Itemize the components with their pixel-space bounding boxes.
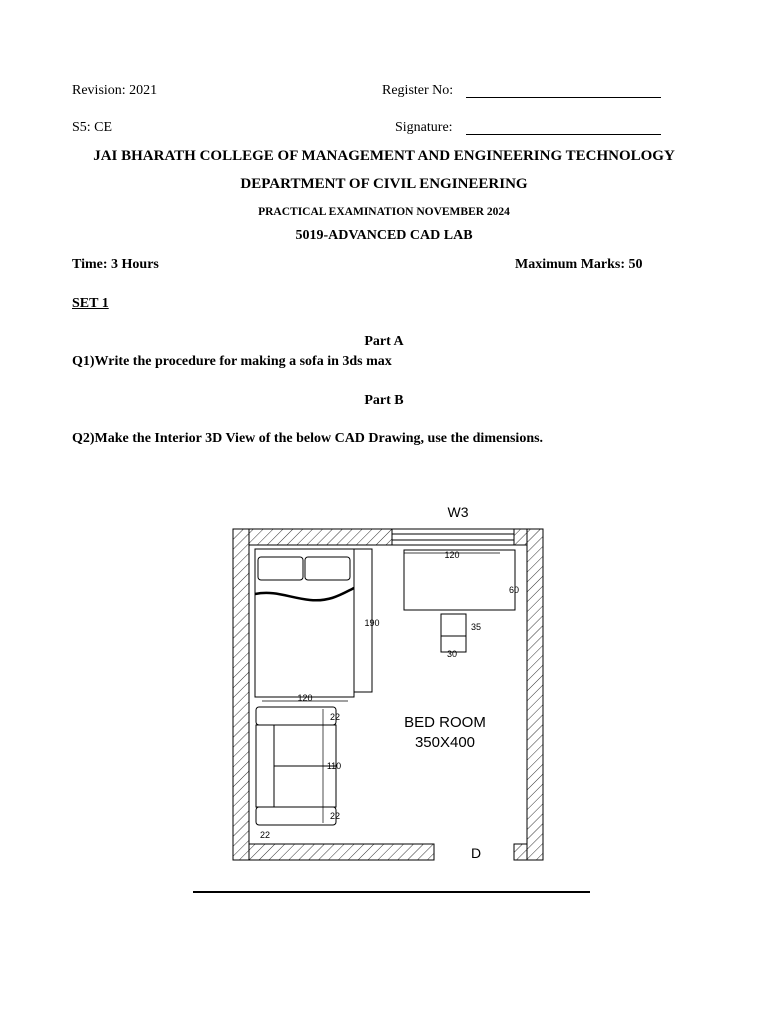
revision-text: Revision: 2021: [72, 83, 158, 98]
blanket-fold: [255, 588, 354, 600]
wall-right: [527, 529, 543, 860]
dim-sofa-arm-bottom: 22: [329, 811, 341, 821]
semester-text: S5: CE: [72, 120, 113, 135]
part-a-title: Part A: [364, 334, 404, 349]
wall-top-left: [249, 529, 392, 545]
course-title: 5019-ADVANCED CAD LAB: [295, 228, 473, 243]
department-title: DEPARTMENT OF CIVIL ENGINEERING: [240, 176, 528, 192]
part-b-title: Part B: [364, 393, 404, 408]
dim-table-depth: 60: [508, 585, 520, 595]
dim-chair-depth: 35: [470, 622, 482, 632]
window-label: W3: [447, 504, 469, 520]
pillow-right: [305, 557, 350, 580]
dim-bed-width: 120: [297, 693, 313, 703]
exam-title: PRACTICAL EXAMINATION NOVEMBER 2024: [258, 206, 510, 218]
set-heading: SET 1: [72, 296, 109, 311]
register-label: Register No:: [382, 83, 454, 98]
chair: [441, 614, 466, 652]
wall-left: [233, 529, 249, 860]
bed: [255, 549, 372, 697]
wall-bottom-left: [249, 844, 434, 860]
room-name: BED ROOM: [404, 714, 486, 731]
window-w3: [392, 529, 514, 545]
sofa: [256, 707, 336, 825]
dim-chair-width: 30: [446, 649, 458, 659]
door-label: D: [470, 845, 482, 861]
signature-label: Signature:: [395, 120, 453, 135]
dim-sofa-arm-top: 22: [329, 712, 341, 722]
max-marks-text: Maximum Marks: 50: [515, 257, 643, 272]
room-size: 350X400: [414, 734, 476, 751]
walls: [233, 529, 543, 860]
pillow-left: [258, 557, 303, 580]
dim-sofa-seat: 110: [326, 761, 342, 771]
sofa-back: [256, 725, 274, 807]
wall-bottom-right: [514, 844, 527, 860]
question-1: Q1)Write the procedure for making a sofa in 3ds max: [72, 354, 392, 369]
wall-top-right: [514, 529, 527, 545]
dim-bed-length: 190: [364, 618, 380, 628]
time-text: Time: 3 Hours: [72, 257, 159, 272]
dim-sofa-back: 22: [259, 830, 271, 840]
dim-table-width: 120: [444, 550, 460, 560]
sofa-arm-bottom: [256, 807, 336, 825]
sofa-arm-top: [256, 707, 336, 725]
college-title: JAI BHARATH COLLEGE OF MANAGEMENT AND ENGINEERING TECHNOLOGY: [93, 148, 675, 164]
question-2: Q2)Make the Interior 3D View of the below CAD Drawing, use the dimensions.: [72, 431, 544, 446]
